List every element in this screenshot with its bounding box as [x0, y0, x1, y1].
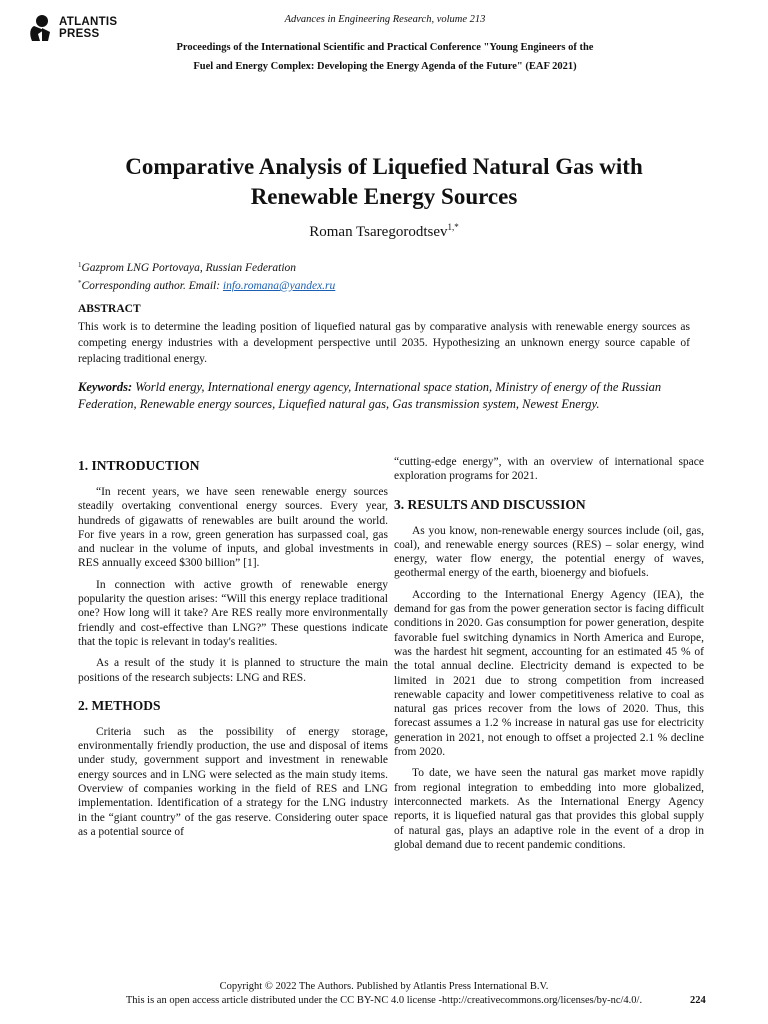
keywords-label: Keywords:	[78, 380, 133, 394]
intro-paragraph-3: As a result of the study it is planned to structure the main positions of the research subjects: LNG and RES.	[78, 657, 388, 684]
left-column	[78, 458, 388, 846]
section-heading-methods: 2. METHODS	[78, 697, 161, 713]
methods-continuation: “cutting-edge energy”, with an overview of international space exploration programs for 2021.	[394, 456, 704, 483]
section-heading-introduction: 1. INTRODUCTION	[78, 458, 200, 473]
proceedings-line-1: Proceedings of the International Scientific and Practical Conference "Young Engineers of the	[176, 42, 594, 53]
email-link[interactable]: info.romana@yandex.ru	[222, 280, 336, 292]
methods-paragraph: Criteria such as the possibility of energy storage, environmentally friendly production, the use and disposal of items under study, government support and investment in renewable energy sources and in LNG were selected as the main study items. Overview of companies working in the field of RES and LNG implementation. Identification of a strategy for the LNG industry in the “giant country” of the gas reserve. Considering outer space as a potential source of	[78, 725, 388, 838]
abstract-heading: ABSTRACT	[78, 303, 141, 315]
intro-paragraph-2: In connection with active growth of renewable energy popularity the question arises: “Will this energy replace traditional one? How long will it take? Are RES really more environmentally friendly and cost-effective than LNG?” These questions indicate that the topic is relevant in today's realities.	[78, 578, 388, 648]
proceedings-title	[120, 38, 650, 76]
intro-paragraph-1: “In recent years, we have seen renewable energy sources steadily overtaking conventional energy sources. Every year, hundreds of gigawatts of renewables are built around the world. For five years in a row, green generation has surpassed coal, gas and nuclear in the volume of inputs, and global investments in RES annually exceed $300 billion” [1].	[78, 486, 388, 570]
page-number: 224	[690, 995, 706, 1006]
right-column	[394, 455, 704, 859]
license-line: This is an open access article distributed under the CC BY-NC 4.0 license -http://creativecommons.org/licenses/by-nc/4.0/.	[125, 995, 643, 1006]
atlas-figure-icon	[28, 14, 54, 42]
author-superscript: 1,*	[447, 222, 459, 232]
author	[0, 222, 768, 241]
paper-title	[60, 152, 708, 212]
title-line-2: Renewable Energy Sources	[250, 184, 518, 209]
results-paragraph-3: To date, we have seen the natural gas market move rapidly from regional integration to embedding into more globalized, interconnected markets. As the International Energy Agency reports, it is liquefied natural gas that provides this global supply of natural gas, plays an adaptive role in the event of a drop in global demand due to recent pandemic conditions.	[394, 767, 704, 851]
keywords	[78, 379, 690, 412]
results-paragraph-1: As you know, non-renewable energy sources include (oil, gas, coal), and renewable energy sources (RES) – solar energy, wind energy, water flow energy, the potential energy of waves, geothermal energy of the earth, bioenergy and biofuels.	[394, 524, 704, 580]
affiliations	[78, 258, 335, 294]
abstract-text: This work is to determine the leading position of liquefied natural gas by comparative analysis with renewable energy sources as competing energy industries with a development perspective until 2035. Hypothesizing an unknown energy source capable of replacing traditional energy.	[78, 321, 690, 365]
publisher-logo	[28, 14, 117, 42]
results-paragraph-2: According to the International Energy Agency (IEA), the demand for gas from the power generation sector is facing difficult conditions in 2020. Gas consumption for power generation, despite favorable fuel switching dynamics in North America and Europe, was the hardest hit segment, accounting for an estimated 45 % of the total annual decline. Electricity demand is expected to be limited in 2021 due to strong competition from increased renewable capacity and lower competitiveness relative to coal as natural gas prices recover from the lows of 2020. Thus, this forecast assumes a 1.2 % increase in natural gas use for electricity generation in 2021, not enough to offset a projected 2.1 % decline from 2020.	[394, 588, 704, 759]
journal-name: Advances in Engineering Research, volume 213	[284, 14, 486, 25]
copyright-line: Copyright © 2022 The Authors. Published by Atlantis Press International B.V.	[219, 981, 549, 992]
keywords-text: World energy, International energy agency, International space station, Ministry of energy of the Russian Federation, Renewable energy sources, Liquefied natural gas, Gas transmission system, Newest Energy.	[78, 380, 662, 411]
logo-line-1: ATLANTIS	[59, 16, 118, 28]
affiliation-1: $^1$Gazprom LNG Portovaya, Russian Federation	[78, 261, 297, 274]
proceedings-line-2: Fuel and Energy Complex: Developing the Energy Agenda of the Future" (EAF 2021)	[193, 61, 577, 72]
title-line-1: Comparative Analysis of Liquefied Natural Gas with	[125, 154, 643, 179]
logo-line-2: PRESS	[59, 28, 100, 40]
author-name: Roman Tsaregorodtsev	[309, 224, 448, 240]
affiliation-corresponding: *Corresponding author. Email: info.romana@yandex.ru	[78, 279, 336, 292]
section-heading-results: 3. RESULTS AND DISCUSSION	[394, 496, 586, 512]
